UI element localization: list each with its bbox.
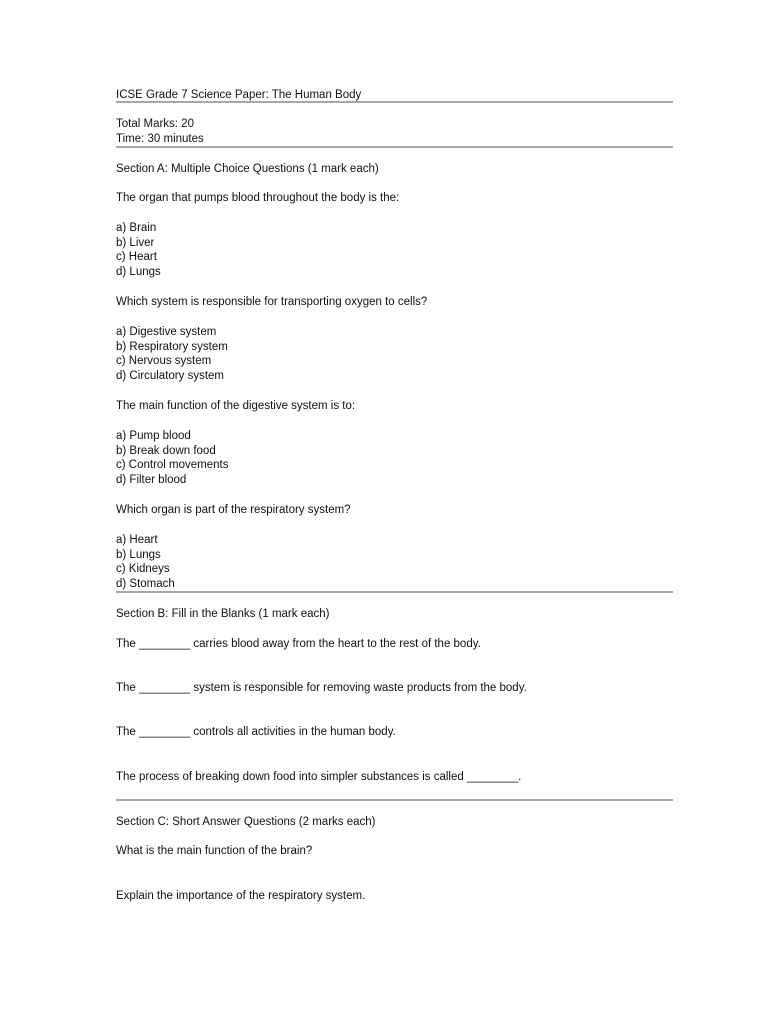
divider <box>116 101 673 103</box>
answer-option: a) Digestive system <box>116 326 217 338</box>
section-c-heading: Section C: Short Answer Questions (2 marks each) <box>116 816 376 828</box>
answer-option: b) Liver <box>116 237 155 249</box>
fill-in-blank-item: The ________ system is responsible for removing waste products from the body. <box>116 682 527 694</box>
divider <box>116 146 673 148</box>
fill-in-blank-item: The ________ controls all activities in the human body. <box>116 726 396 738</box>
answer-option: d) Filter blood <box>116 474 187 486</box>
paper-title: ICSE Grade 7 Science Paper: The Human Body <box>116 89 362 101</box>
answer-option: a) Pump blood <box>116 430 191 442</box>
answer-option: d) Stomach <box>116 578 175 590</box>
total-marks: Total Marks: 20 <box>116 118 194 130</box>
answer-option: c) Control movements <box>116 459 229 471</box>
question-text: The organ that pumps blood throughout the body is the: <box>116 192 400 204</box>
answer-option: c) Heart <box>116 251 157 263</box>
question-text: The main function of the digestive system is to: <box>116 400 356 412</box>
short-answer-question: Explain the importance of the respiratory system. <box>116 890 366 902</box>
answer-option: a) Heart <box>116 534 158 546</box>
fill-in-blank-item: The ________ carries blood away from the heart to the rest of the body. <box>116 638 481 650</box>
answer-option: c) Kidneys <box>116 563 170 575</box>
answer-option: b) Respiratory system <box>116 341 228 353</box>
fill-in-blank-item: The process of breaking down food into simpler substances is called ________. <box>116 771 522 783</box>
answer-option: a) Brain <box>116 222 157 234</box>
divider <box>116 591 673 593</box>
section-b-heading: Section B: Fill in the Blanks (1 mark each) <box>116 608 330 620</box>
question-text: Which system is responsible for transporting oxygen to cells? <box>116 296 428 308</box>
short-answer-question: What is the main function of the brain? <box>116 845 313 857</box>
divider <box>116 799 673 801</box>
answer-option: b) Break down food <box>116 445 216 457</box>
answer-option: b) Lungs <box>116 549 161 561</box>
answer-option: d) Lungs <box>116 266 161 278</box>
section-a-heading: Section A: Multiple Choice Questions (1 mark each) <box>116 163 379 175</box>
question-text: Which organ is part of the respiratory system? <box>116 504 351 516</box>
time-limit: Time: 30 minutes <box>116 133 204 145</box>
answer-option: d) Circulatory system <box>116 370 224 382</box>
answer-option: c) Nervous system <box>116 355 212 367</box>
